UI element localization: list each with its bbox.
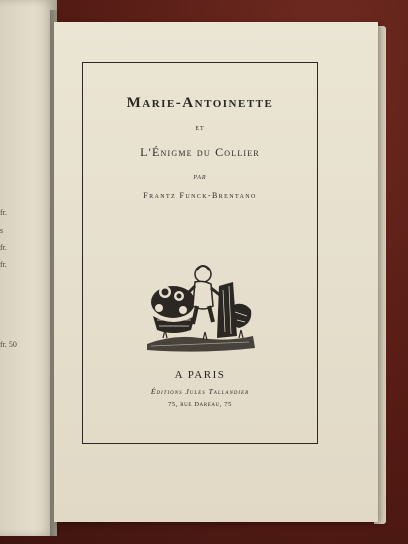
left-page-fragment: s	[0, 226, 4, 235]
publication-place: A PARIS	[174, 369, 226, 381]
publisher-name: Éditions Jules Tallandier	[150, 387, 250, 396]
left-page	[0, 0, 57, 536]
cherub-with-basket-engraving	[143, 256, 257, 356]
title-frame	[82, 62, 318, 444]
left-page-fragment: fr.	[0, 208, 7, 217]
left-page-fragment: fr.	[0, 260, 7, 269]
title-page	[54, 22, 378, 522]
title-conjunction: ET	[195, 126, 205, 132]
book-subtitle: L'Énigme du Collier	[140, 145, 260, 159]
author-name: Frantz Funck-Brentano	[143, 191, 257, 200]
by-line: PAR	[193, 175, 207, 181]
book-title: Marie-Antoinette	[126, 95, 274, 111]
left-page-fragment: fr. 50	[0, 340, 17, 349]
publisher-address: 75, rue Dareau, 75	[168, 401, 232, 408]
left-page-fragment: fr.	[0, 243, 7, 252]
